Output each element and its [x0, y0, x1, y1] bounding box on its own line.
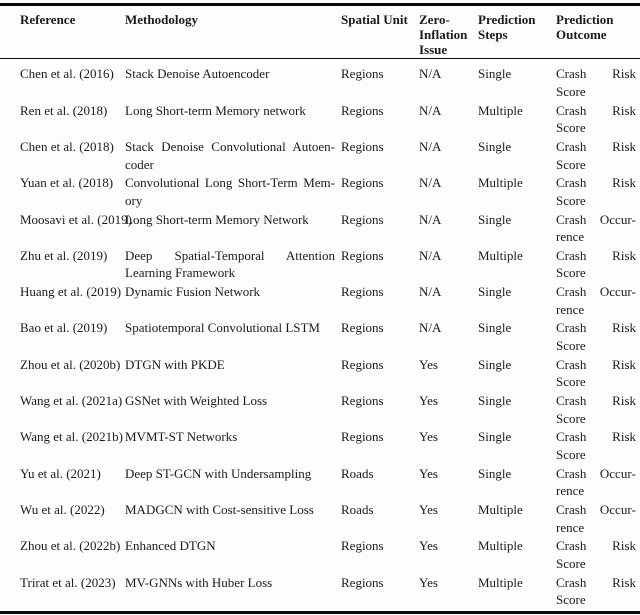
cell-zero-inflation-issue: N/A — [419, 66, 442, 82]
cell-prediction-outcome: Crash Risk Score — [556, 102, 636, 136]
cell-zero-inflation-issue: N/A — [419, 102, 442, 118]
table-row — [0, 319, 640, 355]
cell-prediction-steps: Single — [478, 393, 512, 409]
cell-spatial-unit: Regions — [341, 247, 384, 263]
cell-reference: Chen et al. (2018) — [20, 138, 114, 154]
cell-prediction-outcome: Crash Occurrence — [556, 465, 636, 499]
cell-spatial-unit: Regions — [341, 356, 384, 372]
cell-zero-inflation-issue: Yes — [419, 465, 438, 481]
cell-zero-inflation-issue: N/A — [419, 320, 442, 336]
cell-spatial-unit: Regions — [341, 574, 384, 590]
cell-spatial-unit: Regions — [341, 138, 384, 154]
cell-prediction-outcome: Crash Risk Score — [556, 429, 636, 462]
cell-reference: Yuan et al. (2018) — [20, 175, 114, 191]
cell-spatial-unit: Regions — [341, 175, 384, 191]
cell-methodology: Deep ST-GCN with Undersampling — [125, 465, 312, 481]
cell-reference: Trirat et al. (2023) — [20, 574, 116, 590]
cell-zero-inflation-issue: N/A — [419, 284, 442, 300]
cell-prediction-steps: Multiple — [478, 574, 523, 590]
cell-zero-inflation-issue: N/A — [419, 175, 442, 191]
cell-prediction-steps: Multiple — [478, 175, 523, 191]
cell-prediction-outcome: Crash Occurrence — [556, 211, 636, 245]
cell-spatial-unit: Regions — [341, 429, 384, 445]
cell-prediction-steps: Multiple — [478, 501, 523, 517]
cell-spatial-unit: Roads — [341, 465, 374, 481]
cell-methodology: Stack Denoise Autoencoder — [125, 66, 270, 82]
cell-prediction-steps: Single — [478, 320, 512, 336]
table-row — [0, 211, 640, 247]
cell-reference: Moosavi et al. (2019) — [20, 211, 132, 227]
cell-methodology: Spatiotemporal Convolutional LSTM — [125, 320, 320, 336]
table-row — [0, 574, 640, 610]
cell-spatial-unit: Regions — [341, 102, 384, 118]
cell-methodology: Dynamic Fusion Network — [125, 284, 261, 300]
cell-reference: Zhou et al. (2022b) — [20, 538, 121, 554]
column-header-methodology: Methodology — [125, 11, 198, 27]
table-row — [0, 537, 640, 573]
cell-methodology: DTGN with PKDE — [125, 356, 225, 372]
column-header-prediction-steps: Prediction Steps — [478, 11, 536, 42]
cell-reference: Ren et al. (2018) — [20, 102, 108, 118]
cell-zero-inflation-issue: Yes — [419, 574, 438, 590]
cell-zero-inflation-issue: Yes — [419, 538, 438, 554]
cell-methodology: Long Short-term Memory network — [125, 102, 306, 118]
table-row — [0, 247, 640, 283]
cell-methodology: Deep Spatial-Temporal Attention Learning Framework — [125, 247, 335, 281]
cell-spatial-unit: Regions — [341, 393, 384, 409]
table-row — [0, 356, 640, 392]
cell-zero-inflation-issue: N/A — [419, 211, 442, 227]
cell-methodology: Long Short-term Memory Network — [125, 211, 309, 227]
cell-reference: Wang et al. (2021a) — [20, 393, 123, 409]
cell-prediction-steps: Multiple — [478, 538, 523, 554]
cell-prediction-outcome: Crash Occurrence — [556, 501, 636, 535]
cell-prediction-outcome: Crash Occurrence — [556, 284, 636, 317]
table-row — [0, 283, 640, 319]
table-header-row — [0, 6, 640, 58]
column-header-reference: Reference — [20, 11, 76, 27]
cell-spatial-unit: Regions — [341, 66, 384, 82]
cell-reference: Chen et al. (2016) — [20, 66, 114, 82]
cell-prediction-outcome: Crash Risk Score — [556, 356, 636, 390]
cell-prediction-outcome: Crash Risk Score — [556, 175, 636, 208]
column-header-spatial-unit: Spatial Unit — [341, 11, 408, 27]
cell-reference: Wu et al. (2022) — [20, 501, 105, 517]
table-bottom-rule — [0, 611, 640, 614]
cell-methodology: Stack Denoise Convolutional Autoencoder — [125, 138, 335, 172]
cell-methodology: MVMT-ST Networks — [125, 429, 238, 445]
cell-methodology: GSNet with Weighted Loss — [125, 393, 268, 409]
cell-methodology: MADGCN with Cost-sensitive Loss — [125, 501, 314, 517]
cell-prediction-steps: Single — [478, 284, 512, 300]
cell-zero-inflation-issue: N/A — [419, 247, 442, 263]
cell-prediction-steps: Single — [478, 356, 512, 372]
table-row — [0, 65, 640, 101]
cell-spatial-unit: Regions — [341, 284, 384, 300]
cell-prediction-steps: Single — [478, 465, 512, 481]
cell-methodology: Convolutional Long Short-Term Memory — [125, 175, 335, 208]
table-body — [0, 59, 640, 610]
cell-zero-inflation-issue: Yes — [419, 429, 438, 445]
cell-prediction-outcome: Crash Risk Score — [556, 138, 636, 172]
cell-prediction-outcome: Crash Risk Score — [556, 574, 636, 608]
cell-methodology: MV-GNNs with Huber Loss — [125, 574, 273, 590]
cell-reference: Wang et al. (2021b) — [20, 429, 123, 445]
cell-prediction-steps: Single — [478, 211, 512, 227]
cell-reference: Yu et al. (2021) — [20, 465, 101, 481]
cell-spatial-unit: Regions — [341, 538, 384, 554]
cell-spatial-unit: Regions — [341, 211, 384, 227]
cell-zero-inflation-issue: Yes — [419, 501, 438, 517]
column-header-zero-inflation-issue: Zero-Inflation Issue — [419, 11, 468, 57]
cell-prediction-steps: Single — [478, 66, 512, 82]
cell-spatial-unit: Regions — [341, 320, 384, 336]
table-row — [0, 102, 640, 138]
cell-prediction-outcome: Crash Risk Score — [556, 247, 636, 281]
cell-prediction-steps: Single — [478, 138, 512, 154]
table-row — [0, 501, 640, 537]
cell-methodology: Enhanced DTGN — [125, 538, 216, 554]
table-row — [0, 138, 640, 174]
cell-reference: Bao et al. (2019) — [20, 320, 108, 336]
cell-prediction-steps: Multiple — [478, 247, 523, 263]
table-row — [0, 428, 640, 464]
cell-reference: Zhu et al. (2019) — [20, 247, 108, 263]
cell-reference: Zhou et al. (2020b) — [20, 356, 121, 372]
cell-prediction-steps: Single — [478, 429, 512, 445]
cell-zero-inflation-issue: N/A — [419, 138, 442, 154]
cell-prediction-outcome: Crash Risk Score — [556, 538, 636, 571]
cell-zero-inflation-issue: Yes — [419, 393, 438, 409]
cell-zero-inflation-issue: Yes — [419, 356, 438, 372]
cell-spatial-unit: Roads — [341, 501, 374, 517]
cell-prediction-outcome: Crash Risk Score — [556, 393, 636, 426]
cell-prediction-outcome: Crash Risk Score — [556, 66, 636, 99]
cell-prediction-outcome: Crash Risk Score — [556, 320, 636, 354]
column-header-prediction-outcome: Prediction Outcome — [556, 11, 614, 42]
table-row — [0, 465, 640, 501]
table-row — [0, 392, 640, 428]
cell-prediction-steps: Multiple — [478, 102, 523, 118]
cell-reference: Huang et al. (2019) — [20, 284, 122, 300]
table-row — [0, 174, 640, 210]
